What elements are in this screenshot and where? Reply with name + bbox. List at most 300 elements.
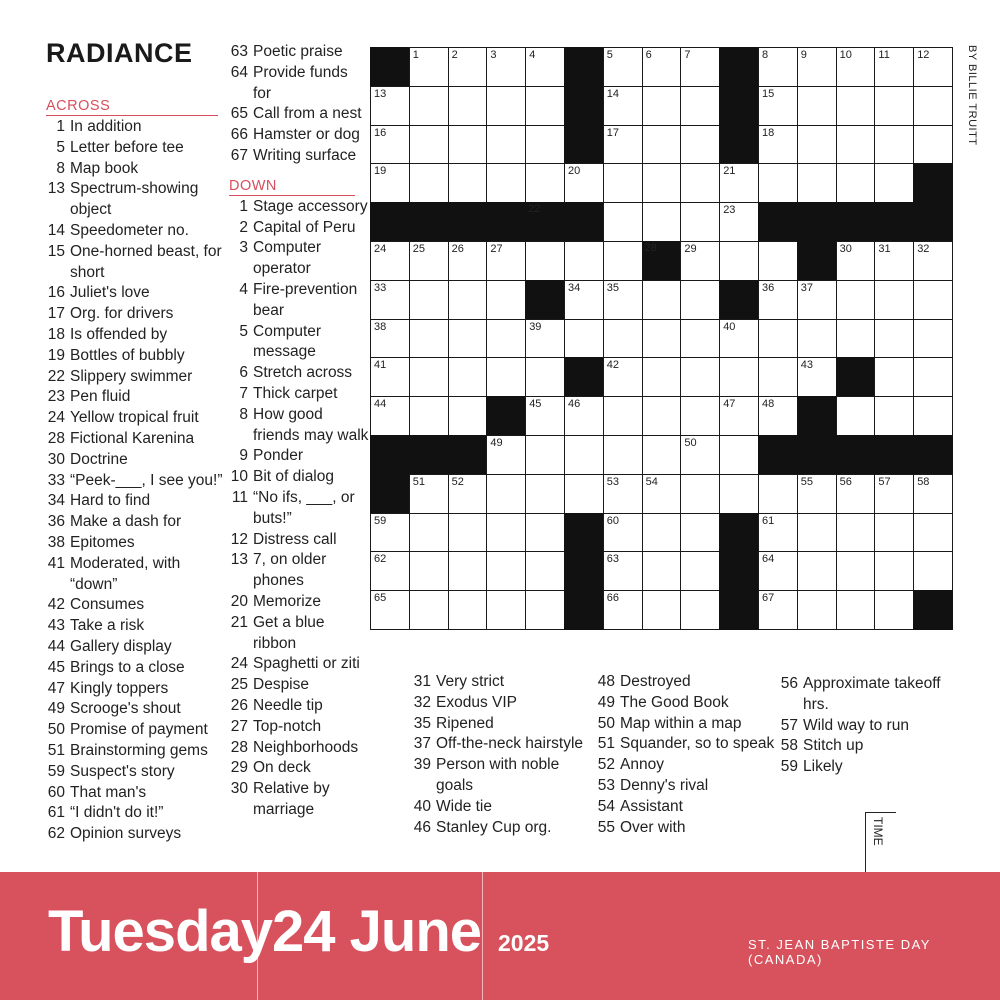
cell-number: 59: [374, 514, 387, 527]
grid-cell[interactable]: [680, 513, 720, 553]
grid-cell[interactable]: [797, 513, 837, 553]
grid-cell[interactable]: [913, 513, 953, 553]
grid-cell[interactable]: [642, 125, 682, 165]
down-clue: [230, 467, 370, 488]
grid-cell[interactable]: [836, 47, 876, 87]
grid-cell[interactable]: [680, 551, 720, 591]
grid-cell[interactable]: [409, 47, 449, 87]
grid-cell[interactable]: [797, 357, 837, 397]
grid-cell[interactable]: [486, 513, 526, 553]
clue-text: Fire-prevention bear: [253, 280, 358, 319]
grid-cell[interactable]: [680, 86, 720, 126]
clue-text: Pen fluid: [70, 388, 131, 406]
grid-cell[interactable]: [564, 474, 604, 514]
grid-cell[interactable]: [525, 125, 565, 165]
grid-cell[interactable]: [370, 590, 410, 630]
grid-cell[interactable]: [797, 319, 837, 359]
clue-text: Likely: [803, 758, 843, 776]
grid-cell[interactable]: [370, 163, 410, 203]
cell-number: 55: [800, 475, 814, 488]
grid-cell[interactable]: [680, 125, 720, 165]
grid-cell[interactable]: [409, 590, 449, 630]
clue-text: Memorize: [253, 592, 322, 610]
grid-cell[interactable]: [409, 551, 449, 591]
grid-cell[interactable]: [913, 551, 953, 591]
grid-cell[interactable]: [874, 47, 914, 87]
grid-cell[interactable]: [797, 125, 837, 165]
grid-cell[interactable]: [448, 241, 488, 281]
black-square: [719, 86, 759, 126]
grid-cell[interactable]: [603, 474, 643, 514]
across-clue: [47, 367, 225, 388]
grid-cell[interactable]: [486, 474, 526, 514]
grid-cell[interactable]: [448, 125, 488, 165]
grid-cell[interactable]: [758, 319, 798, 359]
down-clues-column-5: [780, 674, 950, 778]
down-clue: [597, 714, 777, 735]
down-clues-column-4: [597, 672, 777, 838]
clue-text: Get a blue ribbon: [253, 613, 325, 652]
across-clue: [47, 471, 225, 492]
cell-number: 21: [723, 165, 736, 178]
grid-cell[interactable]: [409, 319, 449, 359]
grid-cell[interactable]: [603, 319, 643, 359]
grid-cell[interactable]: [448, 319, 488, 359]
grid-cell[interactable]: [409, 280, 449, 320]
black-square: [448, 435, 488, 475]
clue-number: 58: [780, 737, 798, 755]
grid-cell[interactable]: [564, 435, 604, 475]
grid-cell[interactable]: [525, 47, 565, 87]
down-clue: [230, 592, 370, 613]
grid-cell[interactable]: [913, 396, 953, 436]
clue-text: “I didn't do it!”: [70, 804, 164, 822]
clue-number: 26: [230, 696, 248, 714]
black-square: [836, 202, 876, 242]
grid-cell[interactable]: [448, 86, 488, 126]
clue-number: 6: [239, 364, 248, 382]
grid-cell[interactable]: [486, 125, 526, 165]
clue-text: Suspect's story: [70, 762, 175, 780]
grid-cell[interactable]: [642, 163, 682, 203]
clue-text: Stretch across: [253, 364, 353, 382]
grid-cell[interactable]: [370, 551, 410, 591]
clue-text: That man's: [70, 783, 147, 801]
grid-cell[interactable]: [525, 435, 565, 475]
grid-cell[interactable]: [797, 163, 837, 203]
grid-cell[interactable]: [370, 86, 410, 126]
grid-cell[interactable]: [409, 241, 449, 281]
black-square: [758, 202, 798, 242]
grid-cell[interactable]: [642, 202, 682, 242]
grid-cell[interactable]: [525, 357, 565, 397]
grid-cell[interactable]: [448, 590, 488, 630]
grid-cell[interactable]: [874, 86, 914, 126]
clue-text: Squander, so to speak: [620, 735, 775, 753]
grid-cell[interactable]: [448, 357, 488, 397]
grid-cell[interactable]: [797, 590, 837, 630]
grid-cell[interactable]: [758, 241, 798, 281]
grid-cell[interactable]: [836, 396, 876, 436]
grid-cell[interactable]: [642, 86, 682, 126]
grid-cell[interactable]: [642, 280, 682, 320]
clue-text: Call from a nest: [253, 105, 362, 123]
black-square: [874, 202, 914, 242]
grid-cell[interactable]: [448, 47, 488, 87]
down-clue: [230, 197, 370, 218]
grid-cell[interactable]: [874, 163, 914, 203]
clue-number: 35: [413, 714, 431, 732]
grid-cell[interactable]: [719, 319, 759, 359]
clue-number: 66: [230, 126, 248, 144]
grid-cell[interactable]: [486, 47, 526, 87]
cell-number: 52: [451, 475, 464, 488]
grid-cell[interactable]: [642, 47, 682, 87]
grid-cell[interactable]: [758, 513, 798, 553]
grid-cell[interactable]: [797, 474, 837, 514]
clue-text: Despise: [253, 676, 309, 694]
grid-cell[interactable]: [874, 551, 914, 591]
cell-number: 64: [762, 553, 775, 566]
grid-cell[interactable]: [836, 590, 876, 630]
grid-cell[interactable]: [409, 357, 449, 397]
cell-number: 9: [800, 49, 807, 61]
grid-cell[interactable]: [758, 590, 798, 630]
grid-cell[interactable]: [913, 47, 953, 87]
clue-text: Relative by marriage: [253, 780, 330, 818]
cell-number: 63: [606, 553, 620, 566]
across-clue: [47, 699, 225, 720]
grid-cell[interactable]: [448, 513, 488, 553]
black-square: [564, 86, 604, 126]
grid-cell[interactable]: [486, 319, 526, 359]
black-square: [719, 513, 759, 553]
clue-number: 7: [239, 384, 248, 402]
cell-number: 57: [878, 475, 891, 488]
grid-cell[interactable]: [836, 86, 876, 126]
grid-cell[interactable]: [486, 435, 526, 475]
black-square: [370, 474, 410, 514]
clue-number: 40: [413, 797, 431, 815]
black-square: [486, 396, 526, 436]
clue-number: 44: [47, 637, 65, 655]
grid-cell[interactable]: [836, 551, 876, 591]
clue-number: 1: [56, 118, 65, 135]
clue-text: Brings to a close: [70, 658, 185, 676]
grid-cell[interactable]: [525, 513, 565, 553]
grid-cell[interactable]: [874, 357, 914, 397]
grid-cell[interactable]: [448, 551, 488, 591]
grid-cell[interactable]: [642, 513, 682, 553]
grid-cell[interactable]: [836, 319, 876, 359]
grid-cell[interactable]: [680, 590, 720, 630]
clue-text: “Peek-___, I see you!”: [70, 471, 223, 489]
grid-cell[interactable]: [525, 319, 565, 359]
down-clue: [230, 488, 370, 530]
grid-cell[interactable]: [603, 396, 643, 436]
across-clue: [47, 491, 225, 512]
grid-cell[interactable]: [409, 474, 449, 514]
across-clue: [47, 803, 225, 824]
cell-number: 60: [606, 514, 620, 527]
clue-number: 48: [597, 673, 615, 690]
grid-cell[interactable]: [603, 125, 643, 165]
black-square: [370, 202, 410, 242]
black-square: [564, 590, 604, 630]
grid-cell[interactable]: [642, 474, 682, 514]
cell-number: 41: [374, 359, 387, 372]
grid-cell[interactable]: [370, 125, 410, 165]
grid-cell[interactable]: [758, 474, 798, 514]
grid-cell[interactable]: [525, 86, 565, 126]
grid-cell[interactable]: [642, 357, 682, 397]
cell-number: 45: [529, 398, 542, 411]
grid-cell[interactable]: [370, 319, 410, 359]
grid-cell[interactable]: [836, 163, 876, 203]
grid-cell[interactable]: [758, 125, 798, 165]
grid-cell[interactable]: [409, 513, 449, 553]
grid-cell[interactable]: [642, 435, 682, 475]
black-square: [913, 435, 953, 475]
grid-cell[interactable]: [564, 163, 604, 203]
down-clue: [780, 716, 950, 737]
grid-cell[interactable]: [874, 590, 914, 630]
grid-cell[interactable]: [603, 280, 643, 320]
black-square: [564, 513, 604, 553]
grid-cell[interactable]: [719, 357, 759, 397]
black-square: [719, 47, 759, 87]
cell-number: 44: [374, 398, 387, 411]
grid-cell[interactable]: [874, 280, 914, 320]
grid-cell[interactable]: [758, 396, 798, 436]
grid-cell[interactable]: [797, 86, 837, 126]
grid-cell[interactable]: [370, 280, 410, 320]
grid-cell[interactable]: [680, 241, 720, 281]
black-square: [370, 47, 410, 87]
across-clue: [47, 741, 225, 762]
grid-cell[interactable]: [564, 280, 604, 320]
grid-cell[interactable]: [370, 396, 410, 436]
grid-cell[interactable]: [680, 47, 720, 87]
clue-number: 15: [47, 242, 65, 260]
clue-number: 5: [239, 322, 248, 340]
grid-cell[interactable]: [797, 280, 837, 320]
clue-text: Distress call: [253, 530, 337, 548]
grid-cell[interactable]: [486, 86, 526, 126]
clue-text: Person with noble goals: [436, 756, 560, 794]
down-clue: [413, 818, 593, 839]
clue-number: 29: [230, 759, 248, 777]
grid-cell[interactable]: [719, 474, 759, 514]
across-clue: [47, 179, 225, 221]
clue-text: Opinion surveys: [70, 825, 182, 843]
grid-cell[interactable]: [603, 241, 643, 281]
across-clue: [47, 283, 225, 304]
cell-number: 40: [723, 320, 736, 333]
grid-cell[interactable]: [836, 513, 876, 553]
grid-cell[interactable]: [719, 435, 759, 475]
down-clue: [230, 696, 370, 717]
across-clue: [47, 325, 225, 346]
grid-cell[interactable]: [719, 163, 759, 203]
grid-cell[interactable]: [370, 241, 410, 281]
grid-cell[interactable]: [680, 474, 720, 514]
grid-cell[interactable]: [758, 47, 798, 87]
grid-cell[interactable]: [913, 241, 953, 281]
clue-number: 50: [597, 714, 615, 732]
cell-number: 39: [529, 320, 542, 333]
grid-cell[interactable]: [409, 396, 449, 436]
clue-text: One-horned beast, for short: [70, 242, 222, 281]
cell-number: 28: [644, 242, 657, 254]
grid-cell[interactable]: [603, 47, 643, 87]
grid-cell[interactable]: [370, 357, 410, 397]
cell-number: 37: [800, 281, 814, 294]
grid-cell[interactable]: [603, 590, 643, 630]
grid-cell[interactable]: [758, 357, 798, 397]
grid-cell[interactable]: [758, 551, 798, 591]
grid-cell[interactable]: [680, 202, 720, 242]
grid-cell[interactable]: [797, 47, 837, 87]
grid-cell[interactable]: [603, 202, 643, 242]
cell-number: 48: [762, 398, 775, 411]
down-clue: [230, 738, 370, 759]
grid-cell[interactable]: [486, 590, 526, 630]
grid-cell[interactable]: [525, 396, 565, 436]
grid-cell[interactable]: [642, 590, 682, 630]
clue-text: Wide tie: [436, 797, 492, 815]
clue-number: 63: [230, 43, 248, 60]
black-square: [370, 435, 410, 475]
grid-cell[interactable]: [913, 474, 953, 514]
down-clue: [413, 672, 593, 693]
grid-cell[interactable]: [913, 280, 953, 320]
grid-cell[interactable]: [797, 551, 837, 591]
grid-cell[interactable]: [680, 357, 720, 397]
grid-cell[interactable]: [603, 513, 643, 553]
grid-cell[interactable]: [874, 396, 914, 436]
grid-cell[interactable]: [836, 280, 876, 320]
grid-cell[interactable]: [913, 125, 953, 165]
grid-cell[interactable]: [564, 241, 604, 281]
grid-cell[interactable]: [719, 241, 759, 281]
grid-cell[interactable]: [874, 241, 914, 281]
grid-cell[interactable]: [603, 357, 643, 397]
grid-cell[interactable]: [603, 163, 643, 203]
grid-cell[interactable]: [525, 241, 565, 281]
grid-cell[interactable]: [758, 280, 798, 320]
grid-cell[interactable]: [874, 319, 914, 359]
grid-cell[interactable]: [486, 551, 526, 591]
grid-cell[interactable]: [448, 163, 488, 203]
cell-number: 47: [723, 398, 736, 411]
cell-number: 15: [762, 87, 775, 100]
clue-number: 24: [230, 655, 248, 673]
grid-cell[interactable]: [680, 319, 720, 359]
grid-cell[interactable]: [836, 125, 876, 165]
clue-number: 9: [239, 447, 248, 465]
grid-cell[interactable]: [913, 357, 953, 397]
grid-cell[interactable]: [680, 163, 720, 203]
black-square: [564, 202, 604, 242]
cell-number: 5: [606, 49, 613, 61]
grid-cell[interactable]: [680, 280, 720, 320]
black-square: [564, 551, 604, 591]
grid-cell[interactable]: [836, 474, 876, 514]
grid-cell[interactable]: [564, 396, 604, 436]
down-clue: [413, 714, 593, 735]
cell-number: 4: [529, 49, 536, 61]
grid-cell[interactable]: [874, 474, 914, 514]
grid-cell[interactable]: [409, 125, 449, 165]
grid-cell[interactable]: [448, 396, 488, 436]
grid-cell[interactable]: [642, 551, 682, 591]
grid-cell[interactable]: [525, 474, 565, 514]
black-square: [836, 435, 876, 475]
clue-number: 64: [230, 63, 248, 81]
black-square: [797, 396, 837, 436]
grid-cell[interactable]: [525, 590, 565, 630]
clue-text: Hamster or dog: [253, 126, 360, 144]
year-label: 2025: [498, 930, 550, 956]
grid-cell[interactable]: [680, 396, 720, 436]
clue-text: Annoy: [620, 756, 664, 774]
grid-cell[interactable]: [525, 551, 565, 591]
grid-cell[interactable]: [758, 163, 798, 203]
grid-cell[interactable]: [525, 163, 565, 203]
clue-text: Stitch up: [803, 737, 864, 755]
grid-cell[interactable]: [486, 357, 526, 397]
grid-cell[interactable]: [836, 241, 876, 281]
clue-text: Off-the-neck hairstyle: [436, 735, 584, 753]
clue-text: Capital of Peru: [253, 218, 356, 236]
grid-cell[interactable]: [719, 396, 759, 436]
grid-cell[interactable]: [913, 319, 953, 359]
grid-cell[interactable]: [409, 86, 449, 126]
clue-text: Bit of dialog: [253, 468, 334, 486]
grid-cell[interactable]: [603, 551, 643, 591]
black-square: [719, 125, 759, 165]
grid-cell[interactable]: [874, 513, 914, 553]
grid-cell[interactable]: [603, 86, 643, 126]
grid-cell[interactable]: [719, 202, 759, 242]
grid-cell[interactable]: [603, 435, 643, 475]
grid-cell[interactable]: [564, 319, 604, 359]
down-clue: [230, 363, 370, 384]
grid-cell[interactable]: [874, 125, 914, 165]
grid-cell[interactable]: [448, 474, 488, 514]
grid-cell[interactable]: [486, 241, 526, 281]
cell-number: 58: [917, 475, 930, 488]
grid-cell[interactable]: [913, 86, 953, 126]
grid-cell[interactable]: [448, 280, 488, 320]
grid-cell[interactable]: [486, 163, 526, 203]
grid-cell[interactable]: [409, 163, 449, 203]
cell-number: 38: [374, 320, 387, 333]
grid-cell[interactable]: [680, 435, 720, 475]
grid-cell[interactable]: [642, 319, 682, 359]
clue-number: 49: [597, 693, 615, 711]
across-clue: [47, 533, 225, 554]
grid-cell[interactable]: [370, 513, 410, 553]
weekday: Tuesday: [48, 899, 273, 964]
holiday-label: ST. JEAN BAPTISTE DAY (CANADA): [748, 937, 931, 967]
grid-cell[interactable]: [642, 396, 682, 436]
grid-cell[interactable]: [486, 280, 526, 320]
clue-number: 13: [47, 180, 65, 198]
grid-cell[interactable]: [758, 86, 798, 126]
clue-number: 16: [47, 284, 65, 302]
